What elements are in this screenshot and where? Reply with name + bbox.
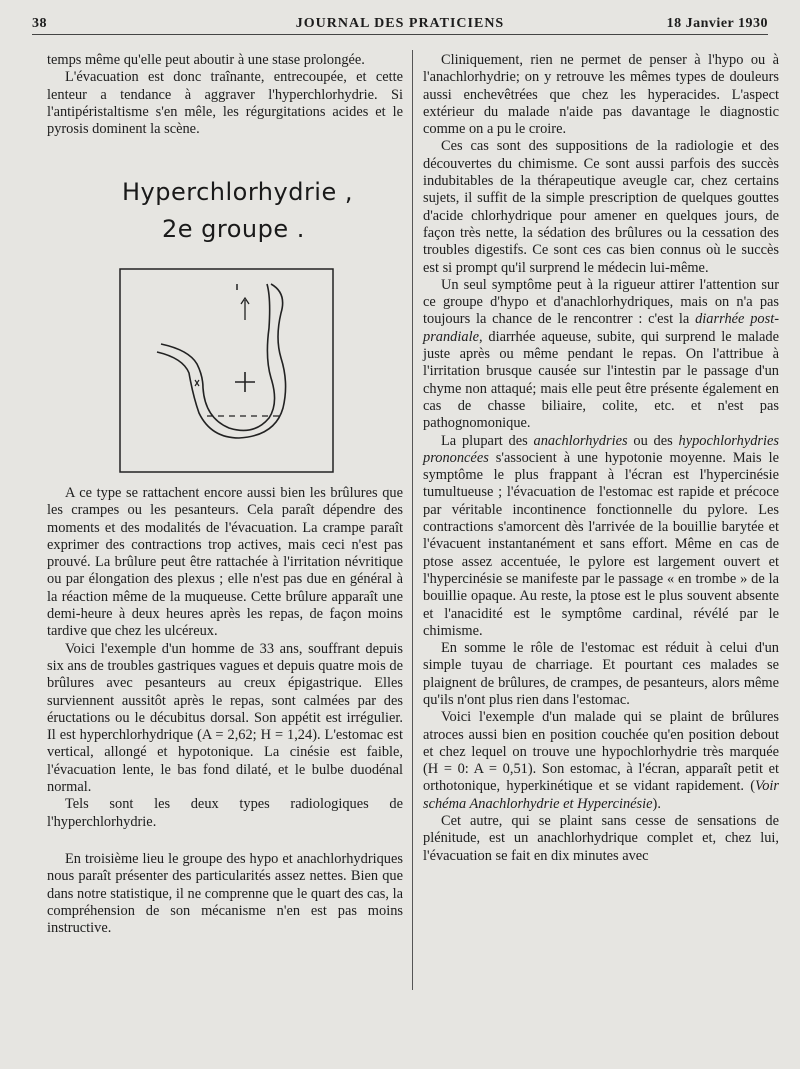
text-run: s'associent à une hypotonie moyenne. Mais le symptôme le plus frappant à l'écran est l'hypercinésie tumultueuse ; l'évacuation de l'estomac est rapide et précoce par véritable incontinence fonctionnelle du pylore. Les contractions s'amorcent dès l'arrivée de la bouillie barytée et l'évacuent instantanément et sans effort. Même en cas de ptose assez accentuée, le pylore est largement ouvert et l'hypercinésie se manifeste par le passage « en trombe » de la bouillie opaque. Au reste, la ptose est le plus souvent absente et l'anacidité est le symptôme cardinal, révélé par le chimisme. bbox=[423, 449, 779, 639]
text-run: ou des bbox=[627, 432, 679, 449]
diagram-frame bbox=[120, 269, 333, 472]
journal-title: JOURNAL DES PRATICIENS bbox=[295, 16, 505, 31]
emphasis: hypochlorhydries prononcées bbox=[423, 432, 779, 466]
small-arrow-icon bbox=[195, 380, 199, 386]
plus-sign-icon bbox=[235, 372, 255, 392]
up-arrow-icon bbox=[241, 298, 249, 320]
paragraph: Tels sont les deux types radiologiques de l'hyperchlorhydrie. bbox=[47, 796, 403, 830]
stomach-diagram bbox=[119, 268, 334, 473]
figure-subtitle: 2e groupe . bbox=[162, 215, 305, 243]
text-run: Voici l'exemple d'un malade qui se plaint de brûlures atroces aussi bien en position couchée qu'en position debout et chez lequel on trouve une hypochlorhydrie très marquée (H = 0: A = 0,51). Son estomac, à l'écran, apparaît petit et orthotonique, hyperkinétique et se vidant rapidement. ( bbox=[423, 709, 779, 795]
emphasis: Voir schéma Anachlorhydrie et Hypercinésie bbox=[423, 778, 779, 812]
right-column bbox=[423, 52, 779, 865]
paragraph: Ces cas sont des suppositions de la radiologie et des découvertes du chimisme. Ce sont aussi parfois des succès indubitables de la thérapeutique aveugle car, chez certains sujets, il suffit de la simple prescription de quelques gouttes d'acide chlorhydrique pour amener en quelques jours, de façon très nette, la sédation des brûlures ou la cessation des troubles digestifs. Ce sont ces cas bien connus où le succès est si prompt qu'il surprend le médecin lui-même. bbox=[423, 138, 779, 276]
paragraph: Cliniquement, rien ne permet de penser à l'hypo ou à l'anachlorhydrie; on y retrouve les mêmes types de douleurs aussi enchevêtrées que chez les hyperacides. L'aspect extérieur du malade n'aide pas davantage le diagnostic comme on a pu le croire. bbox=[423, 52, 779, 138]
paragraph: En troisième lieu le groupe des hypo et anachlorhydriques nous paraît présenter des particularités assez nettes. Bien que dans notre statistique, il ne comprenne que le quart des cas, la compréhension de son mécanisme n'en est pas moins instructive. bbox=[47, 850, 403, 937]
text-run: Un seul symptôme peut à la rigueur attirer l'attention sur ce groupe d'hypo et d'anachlorhydriques, mais on n'a pas toujours la chance de le rencontrer : c'est la bbox=[423, 276, 779, 328]
paragraph: L'évacuation est donc traînante, entrecoupée, et cette lenteur a tendance à aggraver l'hyperchlorhydrie. Si l'antipéristaltisme s'en mêle, les régurgitations acides et le pyrosis dominent la scène. bbox=[47, 69, 403, 138]
paragraph: A ce type se rattachent encore aussi bien les brûlures que les crampes ou les pesanteurs. Cela paraît dépendre des moments et des modalités de l'évacuation. La crampe paraît exprimer des contractions trop actives, mais ceci n'est pas prouvé. La brûlure peut être rattachée à l'irritation névritique ou par élongation des plexus ; elle n'est pas due en général à la réaction même de la muqueuse. Cette brûlure apparaît une demi-heure à deux heures après les repas, de façon moins tardive que chez les ulcéreux. bbox=[47, 485, 403, 640]
section-gap bbox=[47, 831, 403, 851]
stomach-outer-curve bbox=[157, 284, 286, 438]
emphasis: anachlorhydries bbox=[533, 432, 628, 449]
issue-date: 18 Janvier 1930 bbox=[666, 16, 768, 31]
header-rule bbox=[32, 34, 768, 35]
emphasis: diarrhée post-prandiale bbox=[423, 311, 779, 345]
paragraph bbox=[423, 277, 779, 433]
figure-title: Hyperchlorhydrie , bbox=[122, 178, 353, 206]
column-divider bbox=[412, 50, 413, 990]
stomach-inner-curve bbox=[161, 284, 275, 430]
running-header bbox=[32, 10, 768, 36]
page-number: 38 bbox=[32, 16, 47, 31]
text-run: ). bbox=[652, 795, 661, 812]
paragraph: En somme le rôle de l'estomac est réduit à celui d'un simple tuyau de charriage. Et pourtant ces malades se plaignent de brûlures, de crampes, de pesanteurs, alors même qu'ils n'ont plus rien dans l'estomac. bbox=[423, 640, 779, 708]
paragraph bbox=[423, 433, 779, 641]
paragraph: Cet autre, qui se plaint sans cesse de sensations de plénitude, est un anachlorhydrique complet et, chez lui, l'évacuation se fait en dix minutes avec bbox=[423, 813, 779, 864]
text-run: La plupart des bbox=[441, 432, 534, 449]
paragraph: Voici l'exemple d'un homme de 33 ans, souffrant depuis six ans de troubles gastriques vagues et depuis quatre mois de brûlures avec pesanteurs au creux épigastrique. Elles surviennent aussitôt après le repas, sont calmées par des éructations ou le décubitus dorsal. Son appétit est irrégulier. Il est hyperchlorhydrique (A = 2,62; H = 1,24). L'estomac est vertical, allongé et hypotonique. La cinésie est faible, l'évacuation lente, le bas fond dilaté, et le bulbe duodénal normal. bbox=[47, 640, 403, 796]
paragraph: temps même qu'elle peut aboutir à une stase prolongée. bbox=[47, 52, 365, 68]
left-column-bottom bbox=[47, 485, 403, 937]
paragraph bbox=[423, 709, 779, 813]
left-column-top bbox=[47, 52, 403, 138]
text-run: , diarrhée aqueuse, subite, qui surprend le malade juste après ou même pendant le repas. On l'attribue à l'irritation brusque causée sur l'intestin par le passage d'un chyme non attaqué; mais elle peut être présente également en cas de chasse biliaire, colite, etc. et n'est pas pathognomonique. bbox=[423, 328, 779, 432]
